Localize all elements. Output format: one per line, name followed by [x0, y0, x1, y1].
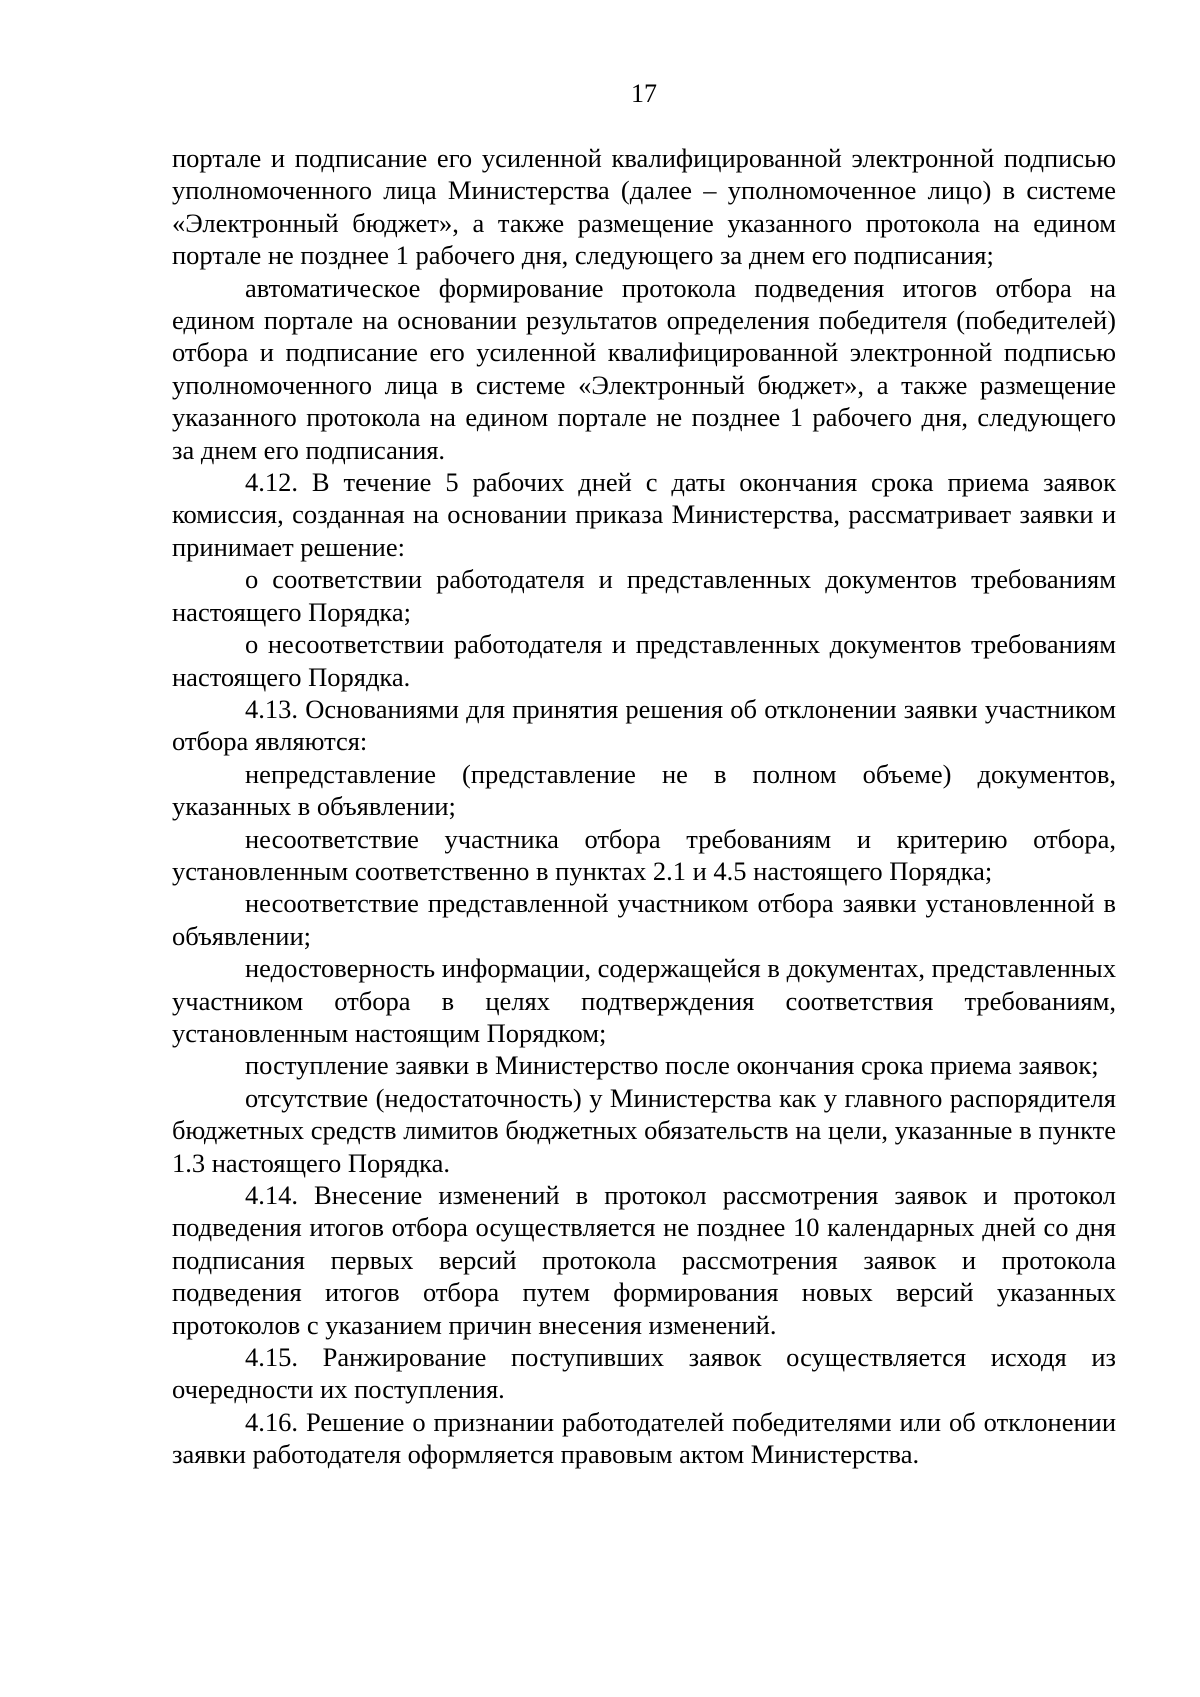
paragraph-reason-application: несоответствие представленной участником отбора заявки установленной в объявлении; — [172, 888, 1116, 951]
paragraph-reason-late: поступление заявки в Министерство после окончания срока приема заявок; — [245, 1050, 1099, 1081]
paragraph-4-13: 4.13. Основаниями для принятия решения об отклонении заявки участником отбора являются: — [172, 693, 1116, 757]
page-number: 17 — [631, 79, 657, 108]
paragraph-protocol-summary: автоматическое формирование протокола подведения итогов отбора на едином портале на основании результатов определения победителя (победителей) отбора и подписание его усиленной квалифицированной электронной подписью уполномоченного лица в системе «Электронный бюджет», а также размещение указанного протокола на едином портале не позднее 1 рабочего дня, следующего за днем его подписания. — [172, 272, 1116, 465]
paragraph-4-12: 4.12. В течение 5 рабочих дней с даты окончания срока приема заявок комиссия, созданная на основании приказа Министерства, рассматривает заявки и принимает решение: — [172, 467, 1116, 562]
document-body — [172, 142, 1116, 1471]
paragraph-decision-compliance: о соответствии работодателя и представленных документов требованиям настоящего Порядка; — [172, 564, 1116, 627]
paragraph-reason-information: недостоверность информации, содержащейся в документах, представленных участником отбора в целях подтверждения соответствия требованиям, установленным настоящим Порядком; — [172, 953, 1116, 1048]
paragraph-decision-noncompliance: о несоответствии работодателя и представленных документов требованиям настоящего Порядка. — [172, 629, 1116, 692]
paragraph-4-16: 4.16. Решение о признании работодателей победителями или об отклонении заявки работодателя оформляется правовым актом Министерства. — [172, 1406, 1116, 1470]
paragraph-reason-documents: непредставление (представление не в полном объеме) документов, указанных в объявлении; — [172, 758, 1116, 822]
paragraph-continuation: портале и подписание его усиленной квалифицированной электронной подписью уполномоченного лица Министерства (далее – уполномоченное лицо) в системе «Электронный бюджет», а также размещение указанного протокола на едином портале не позднее 1 рабочего дня, следующего за днем его подписания; — [172, 143, 1116, 271]
paragraph-4-14: 4.14. Внесение изменений в протокол рассмотрения заявок и протокол подведения итогов отбора осуществляется не позднее 10 календарных дней со дня подписания первых версий протокола рассмотрения заявок и протокола подведения итогов отбора путем формирования новых версий указанных протоколов с указанием причин внесения изменений. — [172, 1180, 1116, 1340]
paragraph-reason-limits: отсутствие (недостаточность) у Министерства как у главного распорядителя бюджетных средств лимитов бюджетных обязательств на цели, указанные в пункте 1.3 настоящего Порядка. — [172, 1082, 1116, 1178]
paragraph-reason-requirements: несоответствие участника отбора требованиям и критерию отбора, установленным соответственно в пунктах 2.1 и 4.5 настоящего Порядка; — [172, 823, 1116, 886]
paragraph-4-15: 4.15. Ранжирование поступивших заявок осуществляется исходя из очередности их поступления. — [172, 1342, 1116, 1405]
